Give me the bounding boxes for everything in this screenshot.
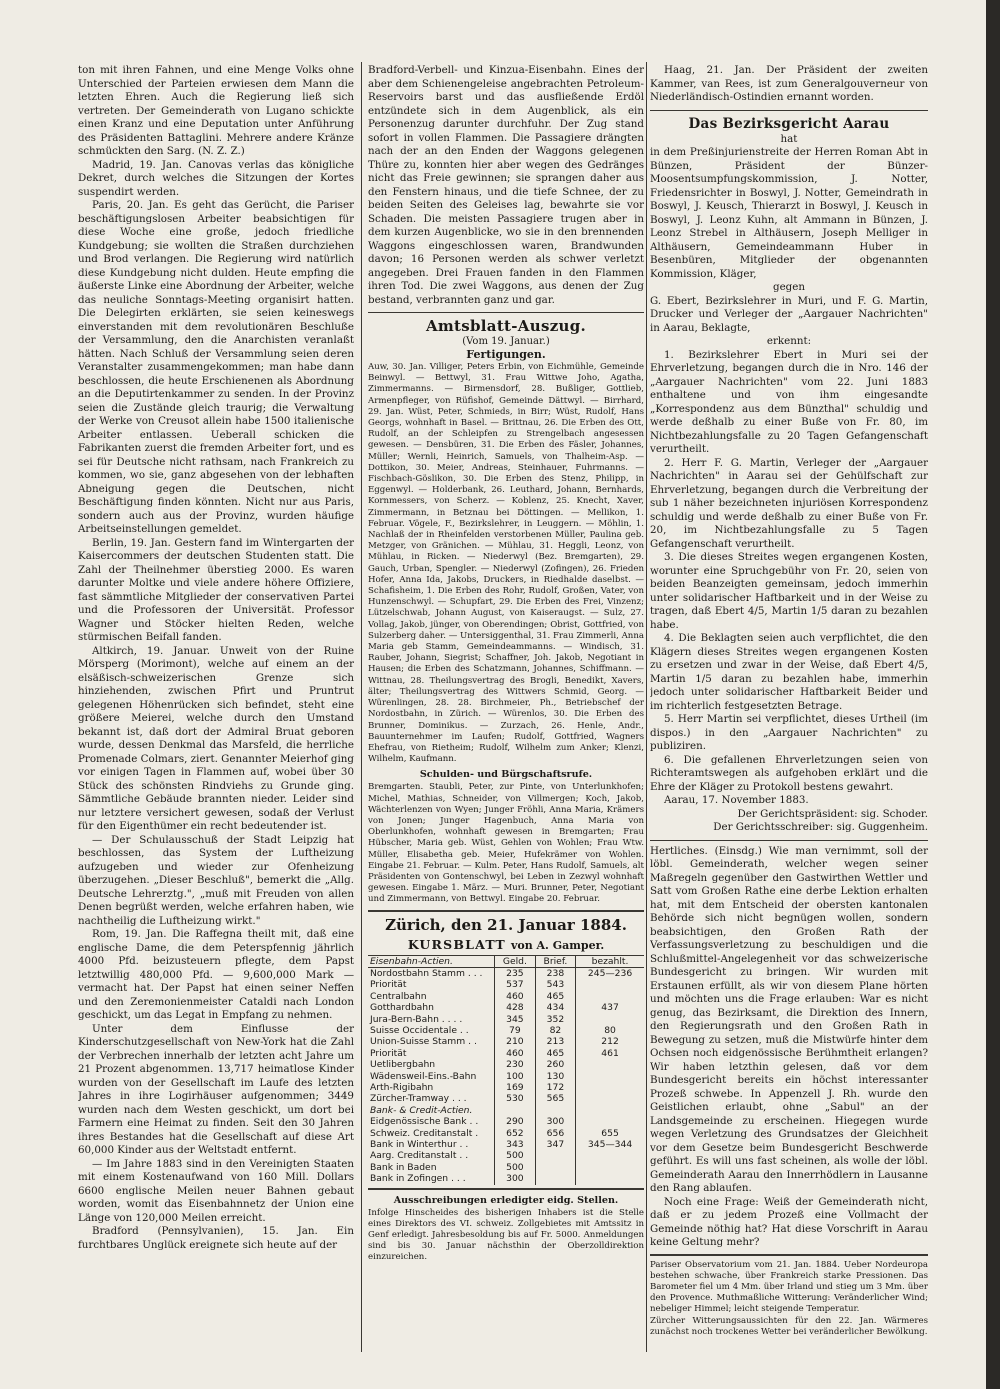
table-row [368, 1173, 644, 1184]
court-item-3: 3. Die dieses Streites wegen ergangenen Kosten, worunter eine Spruchgebühr von Fr. 20, seien von beiden Beanzeigten gemeinsam, jedoch immerhin unter solidarischer Haftbarkeit und in der Weise zu tragen, daß Ebert 4/5, Martin 1/5 daran zu bezahlen habe. [650, 551, 928, 631]
table-row [368, 967, 644, 979]
price-cell [576, 1116, 644, 1127]
security-name: Uetlibergbahn [370, 1059, 436, 1071]
court-item-1: 1. Bezirkslehrer Ebert in Muri sei der Ehrverletzung, begangen durch die in Nro. 146 der „Aargauer Nachrichten" vom 22. Juni 1883 enthaltene und von ihm eingesandte „Korrespondenz aus dem Bünzthal" schuldig und werde deßhalb zu einer Buße von Fr. 80, im Nichtbezahlungsfalle zu 20 Tagen Gefangenschaft verurtheilt. [650, 348, 928, 455]
header-cell: Geld. [495, 955, 536, 967]
price-cell: 300 [535, 1116, 575, 1127]
court-place-date: Aarau, 17. November 1883. [664, 794, 809, 806]
table-row [368, 1071, 644, 1082]
price-cell [576, 1150, 644, 1161]
security-name: Wädensweil-Eins.-Bahn [370, 1070, 477, 1082]
price-cell: 460 [495, 1048, 536, 1059]
price-cell [535, 1162, 575, 1173]
table-header-row [368, 955, 644, 967]
kursblatt-heading [368, 934, 644, 953]
table-section-row [368, 1105, 644, 1116]
security-name: Nordostbahn Stamm . . . [370, 967, 483, 979]
article-railways: — Im Jahre 1883 sind in den Vereinigten Staaten mit einem Kostenaufwand von 160 Mill. Dollars 6600 englische Meilen neuer Bahnen gebaut worden, womit das Eisenbahnnetz der Union eine Länge von 120,000 Meilen erreicht. [78, 1157, 354, 1224]
ausschreibungen-text: Infolge Hinscheides des bisherigen Inhabers ist die Stelle eines Direktors des VI. schweiz. Zollgebietes mit Amtssitz in Genf erledigt. Jahresbesoldung bis auf Fr. 5000. Anmeldungen sind bis 30. Januar nächsthin der Oberzolldirektion einzureichen. [368, 1207, 644, 1263]
article-altkirch: Altkirch, 19. Januar. Unweit von der Ruine Mörsperg (Morimont), welche auf einem an der elsäßisch-schweizerischen Grenze sich hinziehenden, zwischen Pfirt und Pruntrut gelegenen Höhenrücken sich befindet, steht eine größere Meierei, welche durch den Umstand bekannt ist, daß dort der Admiral Bruat geboren wurde, dessen Denkmal das Marsfeld, die herrliche Promenade Colmars, ziert. Genannter Meierhof ging vor einigen Tagen in Flammen auf, wobei über 30 Stück des schönsten Rindviehs zu Grunde ging. Sämmtliche Gebäude brannten nieder. Leider sind nur letztere versichert gewesen, sodaß der Verlust für den Eigenthümer ein recht bedeutender ist. [78, 644, 354, 832]
court-signature-president: Der Gerichtspräsident: sig. Schoder. [737, 807, 928, 820]
kursblatt-table [368, 955, 644, 1185]
price-cell: 80 [576, 1025, 644, 1036]
header-cell: Brief. [535, 955, 575, 967]
security-name: Arth-Rigibahn [370, 1082, 434, 1094]
security-name: Aarg. Creditanstalt . . [370, 1150, 469, 1162]
fertigungen-text: Auw, 30. Jan. Villiger, Peters Erbin, von Eichmühle, Gemeinde Beinwyl. — Bettwyl, 31. Frau Wittwe Joho, Agatha, Zimmermanns. — Birmensdorf, 28. Bußliger, Gottlieb, Armenpfleger, von Rüfishof, Gemeinde Dättwyl. — Birrhard, 29. Jan. Wüst, Peter, Schmieds, in Birr; Wüst, Rudolf, Hans Georgs, wohnhaft in Basel. — Brittnau, 26. Die Erben des Ott, Rudolf, an der Schleipfen zu Strengelbach angesessen gewesen. — Densbüren, 31. Die Erben des Fäsler, Johannes, Müller; Wernli, Heinrich, Samuels, von Thalheim-Asp. — Dottikon, 30. Meier, Andreas, Steinhauer, Fuhrmanns. — Fischbach-Göslikon, 30. Die Erben des Stenz, Philipp, in Eggenwyl. — Holderbank, 26. Leuthard, Johann, Bernhards, Kornmessers, von Scherz. — Koblenz, 25. Knecht, Xaver, Zimmermann, in Betznau bei Döttingen. — Mellikon, 1. Februar. Vögele, F., Bezirkslehrer, in Leuggern. — Möhlin, 1. Nachlaß der in Rheinfelden verstorbenen Müller, Paulina geb. Metzger, von Gränichen. — Mühlau, 31. Heggli, Leonz, von Mühlau, in Ricken. — Niederwyl (Bez. Bremgarten), 29. Gauch, Urban, Spengler. — Niederwyl (Zofingen), 26. Frieden Hofer, Anna Ida, Jakobs, Druckers, in Riedhalde daselbst. — Schafisheim, 1. Die Erben des Rohr, Rudolf, Großen, Vater, von Hunzenschwyl. — Schupfart, 29. Die Erben des Frei, Vinzenz; Lützelschwab, Johann August, von Kaiseraugst. — Sulz, 27. Vollag, Jakob, jünger, von Oberendingen; Obrist, Gottfried, von Sulzerberg daher. — Untersiggenthal, 31. Frau Zimmerli, Anna Maria geb Stamm, Gemeindeammanns. — Windisch, 31. Rauber, Johann, Siegrist; Schaffner, Joh. Jakob, Negotiant in Hausen; die Erben des Schatzmann, Johannes, Schiffmann. — Wittnau, 28. Theilungsvertrag des Brogli, Benedikt, Xavers, älter; Theilungsvertrag des Wittwers Schmid, Georg. — Würenlingen, 28. 28. Birchmeier, Ph., Betriebschef der Nordostbahn, in Zürich. — Würenlos, 30. Die Erben des Brunner, Dominikus. — Zurzach, 26. Henle, Andr., Bauunternehmer im Laufen; Rudolf, Gottfried, Wagners Ehefrau, von Rietheim; Rudolf, Wilhelm zum Anker; Klenzi, Wilhelm, Kaufmann. [368, 362, 644, 765]
court-item-4: 4. Die Beklagten seien auch verpflichtet, die den Klägern dieses Streites wegen ergangenen Kosten zu ersetzen und zwar in der Weise, daß Ebert 4/5, Martin 1/5 daran zu bezahlen habe, immerhin jedoch unter solidarischer Haftbarkeit Beider und im richterlich festgesetzten Betrage. [650, 632, 928, 712]
security-name: Gotthardbahn [370, 1002, 434, 1014]
table-row [368, 1139, 644, 1150]
price-cell: 461 [576, 1048, 644, 1059]
price-cell: 465 [535, 991, 575, 1002]
price-cell: 345 [495, 1014, 536, 1025]
security-name: Suisse Occidentale . . [370, 1024, 469, 1036]
price-cell: 238 [535, 967, 575, 979]
court-gegen: gegen [772, 281, 805, 293]
court-title: Das Bezirksgericht Aarau [688, 115, 890, 132]
empty-cell [576, 1105, 644, 1116]
security-name: Eidgenössische Bank . . [370, 1116, 479, 1128]
price-cell: 230 [495, 1059, 536, 1070]
court-item-5: 5. Herr Martin sei verpflichtet, dieses Urtheil (im dispos.) in den „Aargauer Nachrichten" zu publiziren. [650, 713, 928, 752]
security-name: Jura-Bern-Bahn . . . . [370, 1013, 463, 1025]
empty-cell [535, 1105, 575, 1116]
kursblatt-date: Zürich, den 21. Januar 1884. [385, 915, 627, 934]
section-label: Bank- & Credit-Actien. [370, 1104, 473, 1116]
security-name: Schweiz. Creditanstalt . [370, 1127, 479, 1139]
price-cell [576, 1173, 644, 1184]
kursblatt-publisher: von A. Gamper. [510, 938, 605, 952]
weather-zurich: Zürcher Witterungsaussichten für den 22. Jan. Wärmeres zunächst noch trockenes Wetter bei veränderlicher Bewölkung. [650, 1315, 928, 1337]
price-cell: 345—344 [576, 1139, 644, 1150]
fertigungen-title: Fertigungen. [466, 348, 546, 361]
table-row [368, 1150, 644, 1161]
table-row [368, 1128, 644, 1139]
table-row [368, 1036, 644, 1047]
security-name: Zürcher-Tramway . . . [370, 1093, 467, 1105]
table-row [368, 979, 644, 990]
court-defendants: G. Ebert, Bezirkslehrer in Muri, und F. G. Martin, Drucker und Verleger der „Aargauer Nachrichten" in Aarau, Beklagte, [650, 294, 928, 334]
court-plaintiffs: in dem Preßinjurienstreite der Herren Roman Abt in Bünzen, Präsident der Bünzer-Moosentsumpfungskommission, J. Notter, Friedensrichter in Boswyl, J. Notter, Gemeindrath in Boswyl, J. Keusch, Thierarzt in Boswyl, J. Keusch in Boswyl, J. Leonz Kuhn, alt Ammann in Bünzen, J. Leonz Strebel in Althäusern, Joseph Melliger in Althäusern, Gemeindeammann Huber in Besenbüren, Mitglieder der obgenannten Kommission, Kläger, [650, 146, 928, 280]
price-cell: 434 [535, 1002, 575, 1013]
divider [368, 910, 644, 912]
article-leipzig: — Der Schulausschuß der Stadt Leipzig hat beschlossen, das System der Luftheizung aufzugeben und wieder zur Ofenheizung überzugehen. „Dieser Beschluß", bemerkt die „Allg. Deutsche Lehrerztg.", „muß mit Freuden von allen Denen begrüßt werden, welche erfahren haben, wie nachtheilig die Luftheizung wirkt." [78, 833, 354, 927]
column-1 [78, 64, 354, 1364]
security-name: Bank in Baden [370, 1161, 437, 1173]
table-row [368, 1093, 644, 1104]
price-cell: 652 [495, 1128, 536, 1139]
price-cell: 543 [535, 979, 575, 990]
amtsblatt-title: Amtsblatt-Auszug. [425, 317, 587, 335]
article-paris: Paris, 20. Jan. Es geht das Gerücht, die Pariser beschäftigungslosen Arbeiter beabsichtigen für diese Woche eine große, jedoch friedliche Kundgebung; sie wollten die Straßen durchziehen und Brod verlangen. Die Regierung wird natürlich diese Kundgebung nicht dulden. Heute empfing die äußerste Linke eine Abordnung der Arbeiter, welche das neuliche Sonntags-Meeting organisirt hatten. Die Delegirten erklärten, sie seien keineswegs einverstanden mit dem revolutionären Beschluße der Versammlung, den die Anarchisten veranlaßt hätten. Nach Schluß der Versammlung seien deren Veranstalter zusammengekommen; man habe dann beschlossen, die heute Erschienenen als Abordnung an die Deputirtenkammer zu senden. In der Provinz seien die Zustände gleich traurig; die Verwaltung der Werke von Creusot allein habe 1500 italienische Arbeiter entlassen. Ueberall schicken die Fabrikanten zuerst die fremden Arbeiter fort, und es sei für Deutsche nicht rathsam, nach Frankreich zu kommen, wo sie, ganz abgesehen von der lebhaften Abneigung gegen die Deutschen, nicht Beschäftigung finden könnten. Nicht nur aus Paris, sondern auch aus der Provinz, wurden häufige Arbeitseinstellungen gemeldet. [78, 199, 354, 535]
price-cell: 530 [495, 1093, 536, 1104]
price-cell: 169 [495, 1082, 536, 1093]
empty-cell [495, 1105, 536, 1116]
table-row [368, 1048, 644, 1059]
table-row [368, 1082, 644, 1093]
price-cell: 565 [535, 1093, 575, 1104]
price-cell: 343 [495, 1139, 536, 1150]
table-row [368, 1116, 644, 1127]
price-cell [535, 1150, 575, 1161]
price-cell [576, 1059, 644, 1070]
article-berlin: Berlin, 19. Jan. Gestern fand im Wintergarten der Kaisercommers der deutschen Studenten statt. Die Zahl der Theilnehmer überstieg 2000. Es waren darunter Moltke und viele andere höhere Offiziere, fast sämmtliche Mitglieder der conservativen Partei und die Professoren der Universität. Professor Wagner und Stöcker hielten Reden, welche stürmischen Beifall fanden. [78, 536, 354, 643]
article-rom: Rom, 19. Jan. Die Raffegna theilt mit, daß eine englische Dame, die dem Peterspfennig jährlich 4000 Pfd. beizusteuern pflegte, dem Papst letztwillig 480,000 Pfd. — 9,600,000 Mark — vermacht hat. Der Papst hat einen seiner Neffen und den Zeremonienmeister Cataldi nach London geschickt, um das Legat in Empfang zu nehmen. [78, 928, 354, 1021]
security-name: Bank in Zofingen . . . [370, 1173, 466, 1185]
page-edge [986, 0, 1000, 1389]
divider [368, 312, 644, 313]
price-cell: 352 [535, 1014, 575, 1025]
column-3 [650, 64, 928, 1364]
security-name: Union-Suisse Stamm . . [370, 1036, 477, 1048]
price-cell: 82 [535, 1025, 575, 1036]
security-name: Priorität [370, 979, 407, 991]
price-cell: 172 [535, 1082, 575, 1093]
price-cell: 290 [495, 1116, 536, 1127]
price-cell: 500 [495, 1150, 536, 1161]
column-rule [361, 62, 362, 1352]
price-cell: 212 [576, 1036, 644, 1047]
table-row [368, 1014, 644, 1025]
table-row [368, 1025, 644, 1036]
price-cell: 437 [576, 1002, 644, 1013]
price-cell: 347 [535, 1139, 575, 1150]
divider [368, 1188, 644, 1190]
weather-paris: Pariser Observatorium vom 21. Jan. 1884. Ueber Nordeuropa bestehen schwache, über Frankreich starke Pressionen. Das Barometer fiel um 4 Mm. über Irland und stieg um 3 Mm. über den Provence. Muthmaßliche Witterung: Veränderlicher Wind; nebeliger Himmel; leicht steigende Temperatur. [650, 1259, 928, 1315]
amtsblatt-date: (Vom 19. Januar.) [462, 336, 550, 347]
article-haag: Haag, 21. Jan. Der Präsident der zweiten Kammer, van Rees, ist zum Generalgouverneur von Niederländisch-Ostindien ernannt worden. [650, 64, 928, 103]
header-cell: Eisenbahn-Actien. [368, 955, 495, 967]
divider [650, 840, 928, 841]
table-row [368, 1059, 644, 1070]
security-name: Priorität [370, 1047, 407, 1059]
price-cell [576, 1162, 644, 1173]
price-cell: 300 [495, 1173, 536, 1184]
court-hat: hat [780, 132, 798, 145]
kursblatt-title: KURSBLATT [407, 936, 506, 952]
price-cell [576, 1082, 644, 1093]
price-cell [535, 1173, 575, 1184]
court-erkennt: erkennt: [766, 335, 812, 347]
divider [650, 110, 928, 111]
price-cell [576, 991, 644, 1002]
header-cell: bezahlt. [576, 955, 644, 967]
price-cell [576, 1093, 644, 1104]
column-rule [646, 62, 647, 1352]
price-cell: 537 [495, 979, 536, 990]
price-cell: 428 [495, 1002, 536, 1013]
price-cell: 460 [495, 991, 536, 1002]
price-cell: 245—236 [576, 967, 644, 979]
price-cell: 100 [495, 1071, 536, 1082]
price-cell: 465 [535, 1048, 575, 1059]
article-bradford: Bradford (Pennsylvanien), 15. Jan. Ein furchtbares Unglück ereignete sich heute auf der [78, 1225, 354, 1251]
article-hertliches: Hertliches. (Einsdg.) Wie man vernimmt, soll der löbl. Gemeinderath, welcher wegen seiner Maßregeln gegenüber den Gastwirthen Wettler und Satt vom Großen Rathe eine derbe Lektion erhalten hat, mit dem Entscheid der obersten kantonalen Behörde sich nicht begnügen wollen, sondern beabsichtigen, den Großen Rath der Verfassungsverletzung zu beschuldigen und die Schlußmittel-Angelegenheit vor das schweizerische Bundesgericht zu bringen. Wir wurden mit Erstaunen erfüllt, als wir von diesem Plane hörten und möchten uns die Frage erlauben: War es nicht genug, das Bezirksamt, die Direktion des Innern, den Regierungsrath und den Großen Rath in Bewegung zu setzen, muß die Mistwürfe hinter dem Ochsen noch eidgenössische Berühmtheit erlangen? Wir haben letzthin gelesen, daß vor dem Bundesgericht bereits ein höchst interessanter Prozeß schwebe. In Appenzell J. Rh. wurde den Geistlichen erlaubt, ohne „Sabul" an der Landsgemeinde zu erscheinen. Hiegegen wurde wegen Verletzung des Grundsatzes der Gleichheit vor dem Gesetze beim Bundesgericht Beschwerde geführt. Es will uns fast scheinen, als wolle der löbl. Gemeinderath Aarau den Innerrhödlern in Lausanne den Rang ablaufen. [650, 844, 928, 1194]
article-bradford-cont: Bradford-Verbell- und Kinzua-Eisenbahn. Eines der aber dem Schienengeleise angebrachten Petroleum-Reservoirs barst und das ausfließende Erdöl entzündete sich in dem Augenblick, als ein Personenzug darunter durchfuhr. Der Zug stand sofort in vollen Flammen. Die Passagiere drängten nach der an den Enden der Waggons gelegenen Thüre zu, konnten hier aber wegen des Gedränges nicht das Freie gewinnen; sie sprangen daher aus den Fenstern hinaus, und die tiefe Schnee, der zu beiden Seiten des Geleises lag, bewahrte sie vor Schaden. Die meisten Passagiere trugen aber in dem kurzen Augenblicke, wo sie in den brennenden Waggons eingeschlossen waren, Brandwunden davon; 16 Personen werden als schwer verletzt angegeben. Drei Frauen fanden in den Flammen ihren Tod. Die zwei Waggons, aus denen der Zug bestand, verbrannten ganz und gar. [368, 64, 644, 306]
price-cell: 235 [495, 967, 536, 979]
price-cell: 655 [576, 1128, 644, 1139]
schulden-title: Schulden- und Bürgschaftsrufe. [419, 769, 593, 781]
price-cell [576, 1071, 644, 1082]
security-name: Bank in Winterthur . . [370, 1139, 469, 1151]
table-row [368, 991, 644, 1002]
court-item-6: 6. Die gefallenen Ehrverletzungen seien von Richteramtswegen als aufgehoben erklärt und die Ehre der Kläger zu Protokoll bestens gewahrt. [650, 753, 928, 793]
price-cell: 130 [535, 1071, 575, 1082]
price-cell: 500 [495, 1162, 536, 1173]
price-cell: 656 [535, 1128, 575, 1139]
article-madrid: Madrid, 19. Jan. Canovas verlas das königliche Dekret, durch welches die Sitzungen der Kortes suspendirt werden. [78, 158, 354, 198]
article-new-york: Unter dem Einflusse der Kinderschutzgesellschaft von New-York hat die Zahl der Verbrechen innerhalb der letzten acht Jahre um 21 Prozent abgenommen. 13,717 heimatlose Kinder wurden von der Gesellschaft im Laufe des letzten Jahres in ihre Logirhäuser aufgenommen; 3449 wurden nach dem Westen geschickt, um dort bei Farmern eine Heimat zu finden. Seit den 30 Jahren ihres Bestandes hat die Gesellschaft auf diese Art 60,000 Kinder aus der Weltstadt entfernt. [78, 1022, 354, 1156]
column-2 [368, 64, 644, 1364]
article-paragraph: ton mit ihren Fahnen, und eine Menge Volks ohne Unterschied der Parteien erwiesen dem Mann die letzten Ehren. Auch die Regierung ließ sich vertreten. Der Gemeinderath von Lugano schickte einen Kranz und eine Deputation unter Anführung des Präsidenten Battaglini. Mehrere andere Kränze schmückten den Sarg. (N. Z. Z.) [78, 64, 354, 157]
ausschreibungen-title: Ausschreibungen erledigter eidg. Stellen. [393, 1194, 619, 1206]
price-cell: 260 [535, 1059, 575, 1070]
security-name: Centralbahn [370, 990, 427, 1002]
price-cell: 210 [495, 1036, 536, 1047]
price-cell: 213 [535, 1036, 575, 1047]
price-cell: 79 [495, 1025, 536, 1036]
article-hertliches-question: Noch eine Frage: Weiß der Gemeinderath nicht, daß er zu jedem Prozeß eine Vollmacht der Gemeinde nöthig hat? Hat diese Vorschrift in Aarau keine Geltung mehr? [650, 1195, 928, 1248]
court-signature-clerk: Der Gerichtsschreiber: sig. Guggenheim. [713, 821, 928, 833]
court-item-2: 2. Herr F. G. Martin, Verleger der „Aargauer Nachrichten" in Aarau sei der Gehülfschaft zur Ehrverletzung, begangen durch die Verbreitung der sub 1 näher bezeichneten injuriösen Korrespondenz schuldig und werde deßhalb zu einer Buße von Fr. 20, im Nichtbezahlungsfalle zu 5 Tagen Gefangenschaft verurtheilt. [650, 456, 928, 550]
price-cell [576, 1014, 644, 1025]
schulden-text: Bremgarten. Staubli, Peter, zur Pinte, von Unterlunkhofen; Michel, Mathias, Schneider, von Villmergen; Koch, Jakob, Wächterlenzen von Wyen; Junger Fröhli, Anna Maria, Krämers von Jonen; Junger Hagenbuch, Anna Maria von Oberlunkhofen, wohnhaft gewesen in Bremgarten; Frau Hübscher, Maria geb. Wüst, Gehlen von Wohlen; Frau Wtw. Müller, Elisabetha geb. Meier, Hufekrämer von Wohlen. Eingabe 21. Februar. — Kulm. Peter, Hans Rudolf, Samuels, alt Präsidenten von Gontenschwyl, bei Leben in Zezwyl wohnhaft gewesen. Eingabe 1. März. — Muri. Brunner, Peter, Negotiant und Zimmermann, von Bettwyl. Eingabe 20. Februar. [368, 782, 644, 905]
table-row [368, 1162, 644, 1173]
table-row [368, 1002, 644, 1013]
divider [650, 1254, 928, 1256]
price-cell [576, 979, 644, 990]
